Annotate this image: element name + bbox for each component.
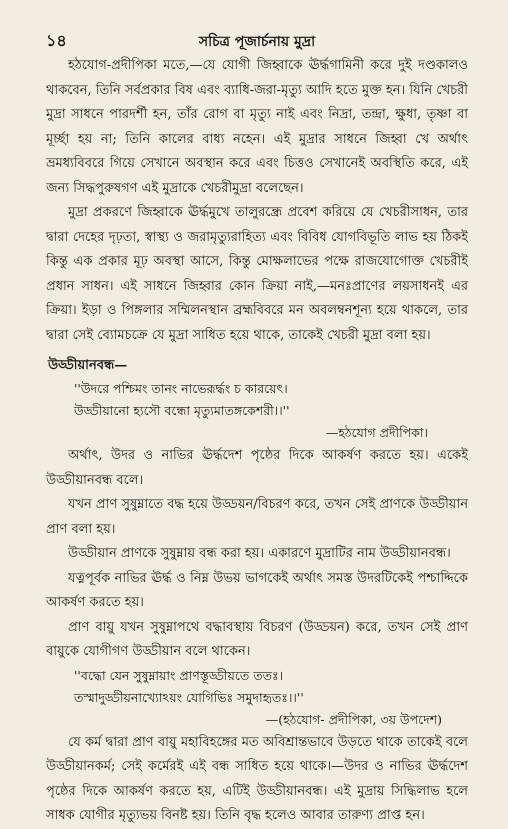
verse-1-line-2: উড্ডীয়ানো হ্যসৌ বন্ধো মৃত্যুমাতঙ্গকেশরী।।'' xyxy=(74,403,290,418)
paragraph-6: যত্নপূর্বক নাভির ঊর্দ্ধ ও নিম্ন উভয় ভাগকেই অর্থাৎ সমস্ত উদরটিকেই পশ্চাদ্দিকে আকর্ষণ করতে হয়। xyxy=(46,570,468,610)
paragraph-5: উড্ডীয়ান প্রাণকে সুষুম্নায় বন্ধ করা হয়। একারণে মুদ্রাটির নাম উড্ডীয়ানবন্ধ। xyxy=(68,546,451,561)
running-title: সচিত্র পূজার্চনায় মুদ্রা xyxy=(198,34,316,50)
citation-2: —(হঠযোগ- প্রদীপিকা, ৩য় উপদেশ) xyxy=(265,711,442,727)
verse-1-line-1: ''উদরে পশ্চিমং তানং নাভেরূর্দ্ধং চ কারয়েৎ। xyxy=(74,381,288,396)
page-body xyxy=(46,54,468,829)
paragraph-8: যে কর্ম দ্বারা প্রাণ বায়ু মহাবিহঙ্গের মত অবিশ্রান্তভাবে উড়তে থাকে তাকেই বলে উড্ডীয়ানকর্ম; সেই কর্মেরই এই বন্ধ সাধিত হয়ে থাকে।—উদর ও নাভির ঊর্দ্ধদেশ পৃষ্ঠের দিকে আকর্ষণ করতে হয়, এটিই উড্ডীয়ানবন্ধ। এই মুদ্রায় সিদ্ধিলাভ হলে সাধক যোগীর মৃত্যুভয় বিনষ্ট হয়। তিনি বৃদ্ধ হলেও আবার তারুণ্য প্রাপ্ত হন। xyxy=(46,734,468,823)
paragraph-4: যখন প্রাণ সুষুম্নাতে বদ্ধ হয়ে উড্ডয়ন/বিচরণ করে, তখন সেই প্রাণকে উড্ডীয়ান প্রাণ বলা হয়। xyxy=(46,497,468,537)
page-header xyxy=(46,28,468,54)
citation-1: —হঠযোগ প্রদীপিকা। xyxy=(325,425,428,440)
verse-2-line-2: তস্মাদুড্ডীয়নাখ্যোঽয়ং যোগিভিঃ সমুদাহৃতঃ।।'' xyxy=(74,689,304,705)
verse-2-line-1: ''বদ্ধো যেন সুষুম্নায়াং প্রাণস্তূড্ডীয়তে ততঃ। xyxy=(74,667,284,683)
paragraph-7: প্রাণ বায়ু যখন সুষুম্নাপথে বদ্ধাবস্থায় বিচরণ (উড্ডয়ন) করে, তখন সেই প্রাণ বায়ুকে যোগীগণ উড্ডীয়ান বলে থাকেন। xyxy=(46,619,468,659)
page-number: ১৪ xyxy=(46,31,67,50)
paragraph-1: হঠযোগ-প্রদীপিকা মতে,—যে যোগী জিহ্বাকে ঊর্দ্ধগামিনী করে দুই দণ্ডকালও থাকবেন, তিনি সর্বপ্রকার বিষ এবং ব্যাধি-জরা-মৃত্যু আদি হতে মুক্ত হন। যিনি খেচরী মুদ্রা সাধনে পারদর্শী হন, তাঁর রোগ বা মৃত্যু নাই এবং নিদ্রা, তন্দ্রা, ক্ষুধা, তৃষ্ণা বা মূর্চ্ছা হয় না; তিনি কালের বাধ্য নহেন। এই মুদ্রার সাধনে জিহ্বা খে অর্থাৎ ভ্রমধ্যবিবরে গিয়ে সেখানে অবস্থান করে এবং চিত্তও সেখানেই অবস্থিতি করে, এই জন্য সিদ্ধপুরুষগণ এই মুদ্রাকে খেচরীমুদ্রা বলেছেন। xyxy=(46,58,468,196)
paragraph-3: অর্থাৎ, উদর ও নাভির ঊর্দ্ধদেশ পৃষ্ঠের দিকে আকর্ষণ করতে হয়। একেই উড্ডীয়ানবন্ধ বলে। xyxy=(46,448,468,488)
section-heading: উড্ডীয়ানবন্ধ— xyxy=(48,358,128,373)
paragraph-2: মুদ্রা প্রকরণে জিহ্বাকে ঊর্দ্ধমুখে তালুরন্ধ্রে প্রবেশ করিয়ে যে খেচরীসাধন, তার দ্বারা দেহের দৃঢ়তা, স্বাস্থ্য ও জরামৃত্যুরাহিত্য এবং বিবিধ যোগবিভূতি লাভ হয় ঠিকই কিন্তু এক প্রকার মূঢ় অবস্থা আসে, কিন্তু মোক্ষলাভের পক্ষে রাজযোগোক্ত খেচরীই প্রধান সাধন। এই সাধনে জিহ্বার কোন ক্রিয়া নাই,—মনঃপ্রাণের লয়সাধনই এর ক্রিয়া। ইড়া ও পিঙ্গলার সম্মিলনস্থান ব্রহ্মবিবরে মন অবলম্বনশূন্য হয়ে থাকলে, তার দ্বারা সেই ব্যোমচক্রে যে মুদ্রা সাধিত হয়ে থাকে, তাকেই খেচরী মুদ্রা বলা হয়। xyxy=(46,205,468,343)
